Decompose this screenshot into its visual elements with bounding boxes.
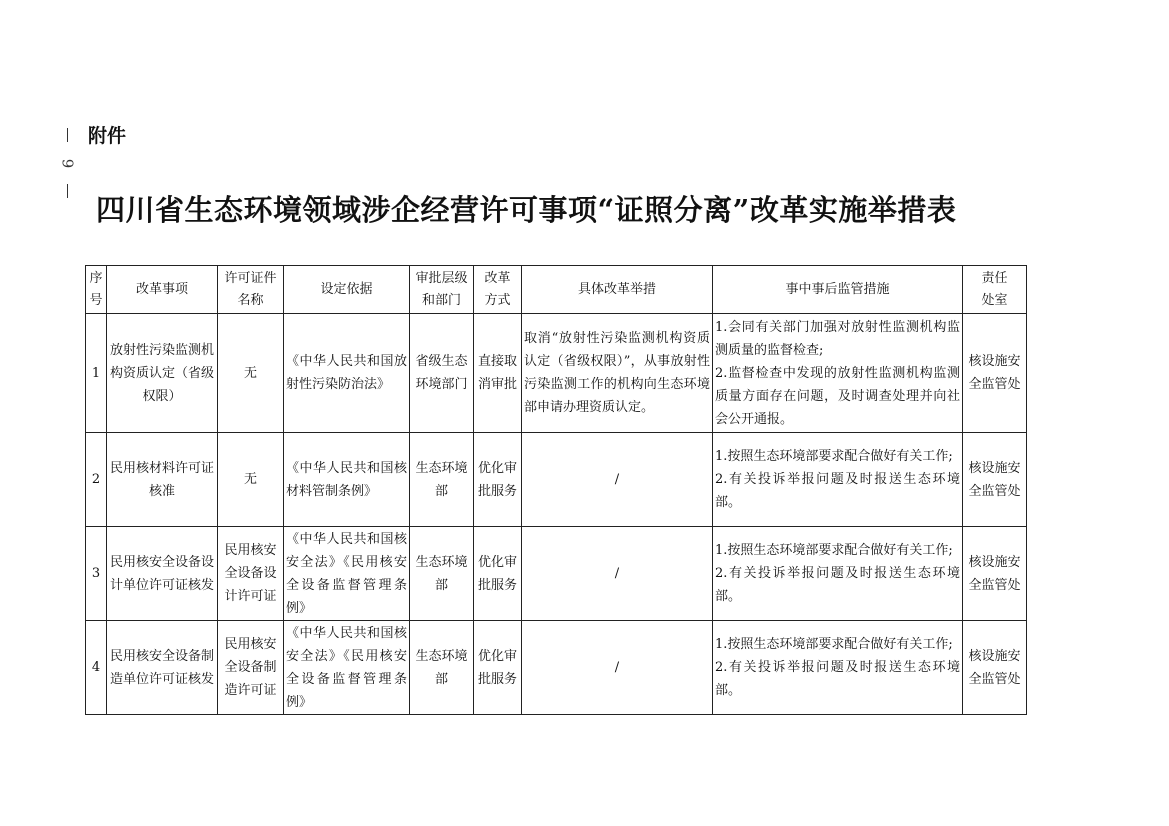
cell-method: 优化审批服务 xyxy=(474,527,522,621)
cell-item: 民用核材料许可证核准 xyxy=(107,433,218,527)
cell-method: 直接取消审批 xyxy=(474,314,522,433)
cell-dept: 核设施安全监管处 xyxy=(963,621,1027,715)
header-basis: 设定依据 xyxy=(284,266,410,314)
cell-item: 民用核安全设备设计单位许可证核发 xyxy=(107,527,218,621)
page-number-dash-top xyxy=(67,128,68,142)
header-dept: 责任 处室 xyxy=(963,266,1027,314)
cell-supervision: 1.按照生态环境部要求配合做好有关工作; 2.有关投诉举报问题及时报送生态环境部。 xyxy=(713,433,963,527)
cell-supervision: 1.会同有关部门加强对放射性监测机构监测质量的监督检查; 2.监督检查中发现的放射性监测机构监测质量方面存在问题，及时调查处理并向社会公开通报。 xyxy=(713,314,963,433)
cell-method: 优化审批服务 xyxy=(474,433,522,527)
table-row xyxy=(86,527,1027,621)
cell-supervision: 1.按照生态环境部要求配合做好有关工作; 2.有关投诉举报问题及时报送生态环境部。 xyxy=(713,527,963,621)
cell-basis: 《中华人民共和国核安全法》《民用核安全设备监督管理条例》 xyxy=(284,621,410,715)
page-number-dash-bottom xyxy=(67,184,68,198)
cell-basis: 《中华人民共和国核安全法》《民用核安全设备监督管理条例》 xyxy=(284,527,410,621)
cell-no: 3 xyxy=(86,527,107,621)
cell-measure: / xyxy=(522,621,713,715)
cell-level: 生态环境部 xyxy=(410,527,474,621)
table-row xyxy=(86,621,1027,715)
reform-measures-table xyxy=(85,265,1027,715)
cell-measure: / xyxy=(522,527,713,621)
header-method: 改革 方式 xyxy=(474,266,522,314)
attachment-label: 附件 xyxy=(88,125,127,147)
header-level: 审批层级 和部门 xyxy=(410,266,474,314)
table-row xyxy=(86,314,1027,433)
cell-license: 无 xyxy=(218,314,284,433)
cell-level: 生态环境部 xyxy=(410,433,474,527)
cell-level: 省级生态环境部门 xyxy=(410,314,474,433)
cell-item: 放射性污染监测机构资质认定（省级权限） xyxy=(107,314,218,433)
cell-basis: 《中华人民共和国放射性污染防治法》 xyxy=(284,314,410,433)
cell-dept: 核设施安全监管处 xyxy=(963,527,1027,621)
cell-no: 1 xyxy=(86,314,107,433)
cell-item: 民用核安全设备制造单位许可证核发 xyxy=(107,621,218,715)
table-header-row xyxy=(86,266,1027,314)
cell-supervision: 1.按照生态环境部要求配合做好有关工作; 2.有关投诉举报问题及时报送生态环境部。 xyxy=(713,621,963,715)
cell-method: 优化审批服务 xyxy=(474,621,522,715)
cell-measure: 取消“放射性污染监测机构资质认定（省级权限）”，从事放射性污染监测工作的机构向生态环境部申请办理资质认定。 xyxy=(522,314,713,433)
header-license: 许可证件 名称 xyxy=(218,266,284,314)
cell-dept: 核设施安全监管处 xyxy=(963,433,1027,527)
cell-level: 生态环境部 xyxy=(410,621,474,715)
cell-license: 无 xyxy=(218,433,284,527)
header-no: 序 号 xyxy=(86,266,107,314)
table-row xyxy=(86,433,1027,527)
cell-dept: 核设施安全监管处 xyxy=(963,314,1027,433)
cell-basis: 《中华人民共和国核材料管制条例》 xyxy=(284,433,410,527)
cell-license: 民用核安全设备设计许可证 xyxy=(218,527,284,621)
page-number-value: 9 xyxy=(58,158,77,168)
header-supervision: 事中事后监管措施 xyxy=(713,266,963,314)
page-number xyxy=(52,128,82,198)
header-item: 改革事项 xyxy=(107,266,218,314)
cell-license: 民用核安全设备制造许可证 xyxy=(218,621,284,715)
cell-measure: / xyxy=(522,433,713,527)
document-title: 四川省生态环境领域涉企经营许可事项“证照分离”改革实施举措表 xyxy=(96,193,957,227)
cell-no: 2 xyxy=(86,433,107,527)
header-measure: 具体改革举措 xyxy=(522,266,713,314)
cell-no: 4 xyxy=(86,621,107,715)
